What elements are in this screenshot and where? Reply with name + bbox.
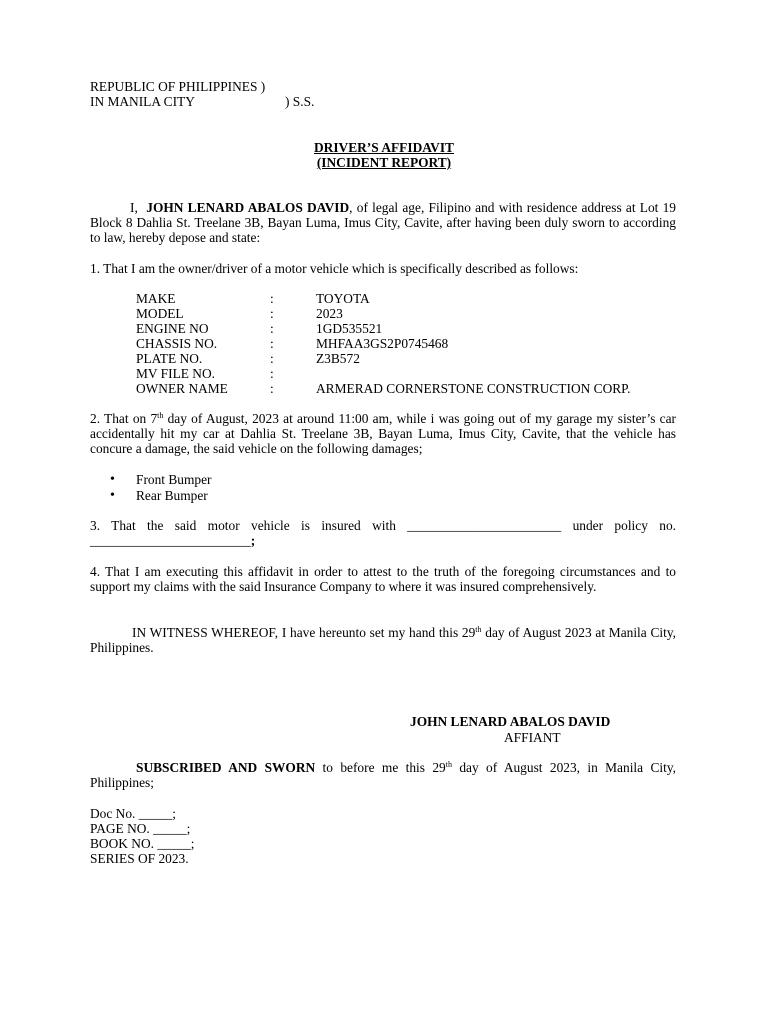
vehicle-label: ENGINE NO bbox=[136, 321, 209, 336]
page-no: PAGE NO. _____; bbox=[90, 821, 191, 836]
jurat-heading: SUBSCRIBED AND SWORN bbox=[136, 760, 316, 775]
bullet-icon: • bbox=[110, 488, 115, 503]
vehicle-row-make bbox=[136, 291, 696, 306]
vehicle-row-engine bbox=[136, 321, 696, 336]
item-2-rest: day of August, 2023 at around 11:00 am, while i was going out of my garage my sister’s car accidentally hit my car at Dahlia St. Treelane 3B, Bayan Luma, Imus City, Cavite, that the vehicle has concure a damage, the said vehicle on the following damages; bbox=[90, 411, 677, 456]
document-title: DRIVER’S AFFIDAVIT bbox=[313, 140, 454, 155]
bullet-icon: • bbox=[110, 472, 115, 487]
series: SERIES OF 2023. bbox=[90, 851, 189, 866]
vehicle-colon: : bbox=[270, 351, 274, 366]
item-3-semicolon: ; bbox=[250, 533, 256, 548]
witness-clause bbox=[90, 625, 676, 655]
item-3 bbox=[90, 518, 676, 548]
jurat-rest: day of August 2023, in Manila City, Philippines; bbox=[90, 760, 676, 790]
vehicle-colon: : bbox=[270, 381, 274, 396]
vehicle-row-plate bbox=[136, 351, 696, 366]
book-no: BOOK NO. _____; bbox=[90, 836, 195, 851]
item-1: 1. That I am the owner/driver of a motor vehicle which is specifically described as follows: bbox=[90, 261, 579, 276]
vehicle-value: 1GD535521 bbox=[316, 321, 383, 336]
signatory-role: AFFIANT bbox=[504, 730, 561, 745]
intro-rest: , of legal age, Filipino and with residence address at Lot 19 Block 8 Dahlia St. Treelane 3B, Bayan Luma, Imus City, Cavite, after having been duly sworn to according to law, hereby depose and state: bbox=[90, 200, 676, 245]
vehicle-colon: : bbox=[270, 306, 274, 321]
vehicle-label: MAKE bbox=[136, 291, 176, 306]
vehicle-row-model bbox=[136, 306, 696, 321]
vehicle-value: TOYOTA bbox=[316, 291, 370, 306]
vehicle-label: CHASSIS NO. bbox=[136, 336, 218, 351]
ordinal-suffix: th bbox=[445, 760, 452, 769]
venue-line-1: REPUBLIC OF PHILIPPINES ) bbox=[90, 79, 266, 94]
vehicle-row-owner bbox=[136, 381, 696, 396]
ordinal-suffix: th bbox=[475, 625, 482, 634]
vehicle-colon: : bbox=[270, 291, 274, 306]
witness-start: IN WITNESS WHEREOF, I have hereunto set my hand this 29 bbox=[132, 625, 476, 640]
vehicle-label: OWNER NAME bbox=[136, 381, 228, 396]
vehicle-label: MV FILE NO. bbox=[136, 366, 215, 381]
signatory-name: JOHN LENARD ABALOS DAVID bbox=[410, 714, 611, 729]
item-2-start: 2. That on 7 bbox=[90, 411, 158, 426]
vehicle-value: 2023 bbox=[316, 306, 343, 321]
witness-rest: day of August 2023 at Manila City, Philippines. bbox=[90, 625, 676, 655]
vehicle-colon: : bbox=[270, 321, 274, 336]
affiant-name: JOHN LENARD ABALOS DAVID bbox=[146, 200, 350, 215]
vehicle-value: MHFAA3GS2P0745468 bbox=[316, 336, 449, 351]
item-4: 4. That I am executing this affidavit in order to attest to the truth of the foregoing circumstances and to support my claims with the said Insurance Company to where it was insured comprehensively. bbox=[90, 564, 676, 594]
intro-prefix: I, bbox=[130, 200, 138, 215]
jurat-start: to before me this 29 bbox=[315, 760, 446, 775]
damage-label: Rear Bumper bbox=[136, 488, 208, 503]
doc-no: Doc No. _____; bbox=[90, 806, 176, 821]
vehicle-row-mv-file bbox=[136, 366, 696, 381]
vehicle-row-chassis bbox=[136, 336, 696, 351]
vehicle-value: Z3B572 bbox=[316, 351, 360, 366]
ordinal-suffix: th bbox=[157, 411, 164, 420]
jurat bbox=[90, 760, 676, 790]
item-2 bbox=[90, 411, 676, 456]
vehicle-label: MODEL bbox=[136, 306, 184, 321]
vehicle-colon: : bbox=[270, 336, 274, 351]
venue-line-2: IN MANILA CITY bbox=[90, 94, 195, 109]
intro-paragraph bbox=[90, 200, 676, 245]
item-3-text: 3. That the said motor vehicle is insured with _______________________ under policy no. ________________________ bbox=[90, 518, 676, 548]
document-subtitle: (INCIDENT REPORT) bbox=[316, 155, 452, 170]
vehicle-label: PLATE NO. bbox=[136, 351, 203, 366]
vehicle-value: ARMERAD CORNERSTONE CONSTRUCTION CORP. bbox=[316, 381, 631, 396]
vehicle-colon: : bbox=[270, 366, 274, 381]
damage-label: Front Bumper bbox=[136, 472, 212, 487]
venue-ss: ) S.S. bbox=[285, 94, 315, 109]
